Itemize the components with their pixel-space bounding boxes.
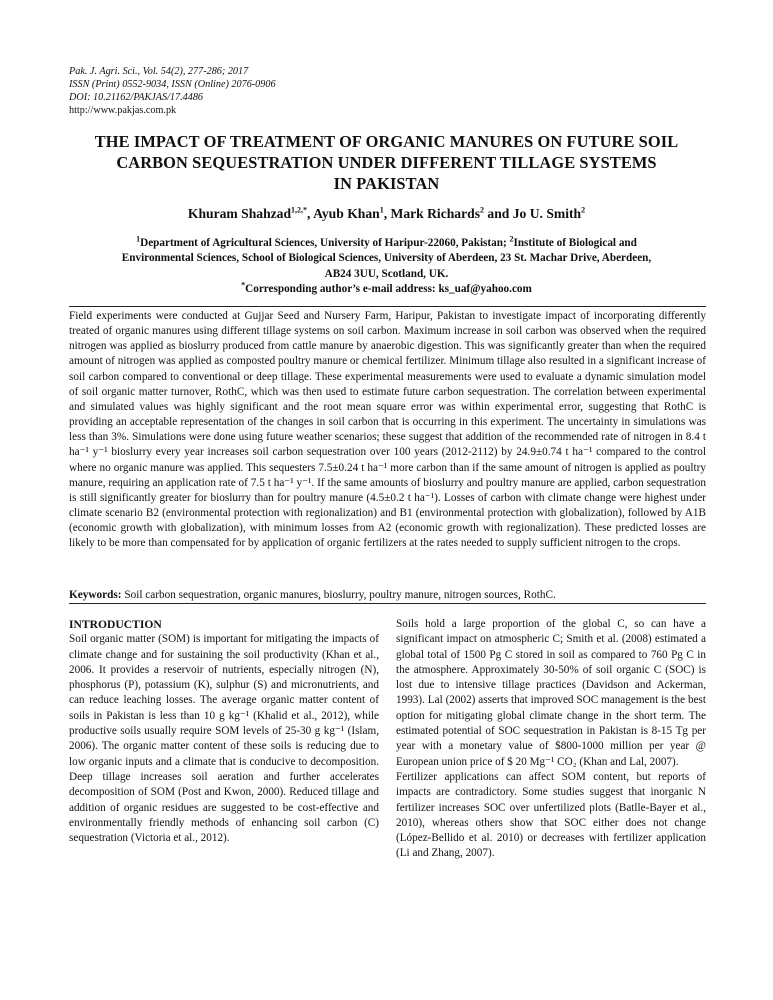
author-separator: and bbox=[484, 206, 513, 221]
author-affiliation-marker: 2 bbox=[480, 205, 484, 215]
keywords-label: Keywords: bbox=[69, 589, 122, 601]
journal-doi: DOI: 10.21162/PAKJAS/17.4486 bbox=[69, 92, 204, 103]
corresponding-email: Corresponding author’s e-mail address: ks_uaf@yahoo.com bbox=[245, 283, 532, 296]
affiliation-text: Institute of Biological and bbox=[513, 237, 637, 249]
abstract-bottom-rule bbox=[69, 603, 706, 604]
affiliation-marker: 2 bbox=[509, 234, 514, 244]
intro-paragraph: Soils hold a large proportion of the global C, so can have a significant impact on atmospheric C; Smith et al. (2008) estimated a global total of 1500 Pg C stored in soil as compared to 760 Pg C in the atmosphere. Approximately 30-50% of soil organic C (SOC) is lost due to intensive tillage practices (Davidson and Ackerman, 1993). Lal (2002) asserts that improved SOC management is the best option for mitigating global climate change in the short term. The estimated potential of SOC sequestration in Pakistan is 8-15 Tg per year with a monetary value of $800-1000 million per year @ European union price of $ 20 Mg⁻¹ CO₂ (Khan and Lal, 2007). bbox=[396, 618, 706, 768]
affiliations bbox=[40, 236, 733, 298]
keywords bbox=[69, 588, 706, 603]
abstract-text: Field experiments were conducted at Gujjar Seed and Nursery Farm, Haripur, Pakistan to investigate impact of incorporating differently treated of organic manures using different tillage systems on soil carbon. Maximum increase in soil carbon was observed when the required nitrogen was applied as bioslurry produced from cattle manure by anaerobic digestion. This was significantly greater than when the required amount of nitrogen was applied as composted poultry manure or chemical fertilizer. Minimum tillage also resulted in a significant increase of soil carbon compared to conventional or deep tillage. These experimental measurements were used to evaluate a dynamic simulation model of soil organic matter turnover, RothC, which was then used to estimate future carbon sequestration. The correlation between experimental and simulated values was highly significant and the root mean square error was within experimental error, suggesting that RothC is providing an acceptable representation of the changes in soil carbon that is occurring in this experiment. The uncertainty in simulations was less than 3%. Simulations were done using future weather scenarios; these suggest that addition of the recommended rate of nitrogen in 8.4 t ha⁻¹ y⁻¹ bioslurry every year increases soil carbon sequestration over 100 years (2012-2112) by 24.9±0.74 t ha⁻¹ compared to the control where no organic manure was applied. This sequesters 7.5±0.24 t ha⁻¹ more carbon than if the same amount of nitrogen is applied as poultry manure, requiring an application rate of 7.5 t ha⁻¹ y⁻¹. If the same amounts of bioslurry and poultry manure are applied, carbon sequestration is still significantly greater for bioslurry than for poultry manure (4.5±0.2 t ha⁻¹). Losses of carbon with climate change were highest under climate scenario B2 (environmental protection with regionalization) and B1 (environmental protection with globalization), followed by A1B (economic growth with globalization), with minimum losses from A2 (economic growth with regionalization). These predicted losses are likely to be more than compensated for by application of organic fertilizers at the rates needed to supply sufficient nitrogen to the crops. bbox=[69, 310, 706, 550]
article-title bbox=[40, 131, 733, 194]
author-list bbox=[40, 205, 733, 222]
section-heading-introduction: INTRODUCTION bbox=[69, 618, 162, 631]
author-separator: , bbox=[383, 206, 391, 221]
author-separator: , bbox=[307, 206, 314, 221]
author-name: Ayub Khan bbox=[313, 206, 380, 221]
corresponding-author bbox=[40, 282, 733, 297]
affiliation-line bbox=[40, 236, 733, 251]
title-line: CARBON SEQUESTRATION UNDER DIFFERENT TILLAGE SYSTEMS bbox=[116, 153, 657, 172]
journal-citation: Pak. J. Agri. Sci., Vol. 54(2), 277-286; 2017 bbox=[69, 66, 249, 77]
affiliation-line: Environmental Sciences, School of Biological Sciences, University of Aberdeen, 23 St. Machar Drive, Aberdeen, bbox=[121, 252, 652, 265]
intro-paragraph: Soil organic matter (SOM) is important for mitigating the impacts of climate change and for sustaining the soil productivity (Khan et al., 2006. It provides a reservoir of nutrients, especially nitrogen (N), phosphorus (P), potassium (K), sulphur (S) and micronutrients, and can reduce leaching losses. The average organic matter content of soils in Pakistan is less than 10 g kg⁻¹ (Khalid et al., 2012), while productive soils usually require SOM levels of 25-30 g kg⁻¹ (Islam, 2006). The organic matter content of these soils is reducing due to low organic inputs and a climate that is conducive to decomposition. Deep tillage increases soil aeration and further accelerates decomposition of SOM (Post and Kwon, 2000). Reduced tillage and addition of organic residues are suggested to be cost-effective and environmentally friendly methods of enhancing soil carbon (C) sequestration (Victoria et al., 2012). bbox=[69, 633, 379, 845]
journal-header bbox=[69, 65, 276, 117]
journal-url[interactable]: http://www.pakjas.com.pk bbox=[69, 105, 177, 116]
keywords-text: Soil carbon sequestration, organic manures, bioslurry, poultry manure, nitrogen sources, RothC. bbox=[121, 589, 556, 601]
affiliation-line: AB24 3UU, Scotland, UK. bbox=[324, 267, 449, 280]
author-name: Mark Richards bbox=[390, 206, 480, 221]
title-line: THE IMPACT OF TREATMENT OF ORGANIC MANURES ON FUTURE SOIL bbox=[94, 132, 679, 151]
author-name: Jo U. Smith bbox=[512, 206, 582, 221]
right-column bbox=[396, 617, 706, 862]
abstract bbox=[69, 309, 706, 552]
journal-issn: ISSN (Print) 0552-9034, ISSN (Online) 2076-0906 bbox=[69, 79, 276, 90]
affiliation-marker: 1 bbox=[136, 234, 141, 244]
affiliation-text: Department of Agricultural Sciences, University of Haripur-22060, Pakistan; bbox=[140, 237, 510, 249]
author-affiliation-marker: 2 bbox=[581, 205, 586, 215]
corresponding-marker: * bbox=[241, 280, 246, 290]
author-affiliation-marker: 1 bbox=[379, 205, 384, 215]
author-name: Khuram Shahzad bbox=[187, 206, 292, 221]
left-column bbox=[69, 617, 379, 846]
title-line: IN PAKISTAN bbox=[333, 174, 440, 193]
abstract-top-rule bbox=[69, 306, 706, 307]
author-affiliation-marker: 1,2,* bbox=[291, 205, 308, 215]
intro-paragraph: Fertilizer applications can affect SOM content, but reports of impacts are contradictory. Some studies suggest that inorganic N fertilizer increases SOC over unfertilized plots (Batlle-Bayer et al., 2010), whereas others show that SOC either does not change (López-Bellido et al. 2010) or decreases with fertilizer application (Li and Zhang, 2007). bbox=[396, 770, 706, 860]
